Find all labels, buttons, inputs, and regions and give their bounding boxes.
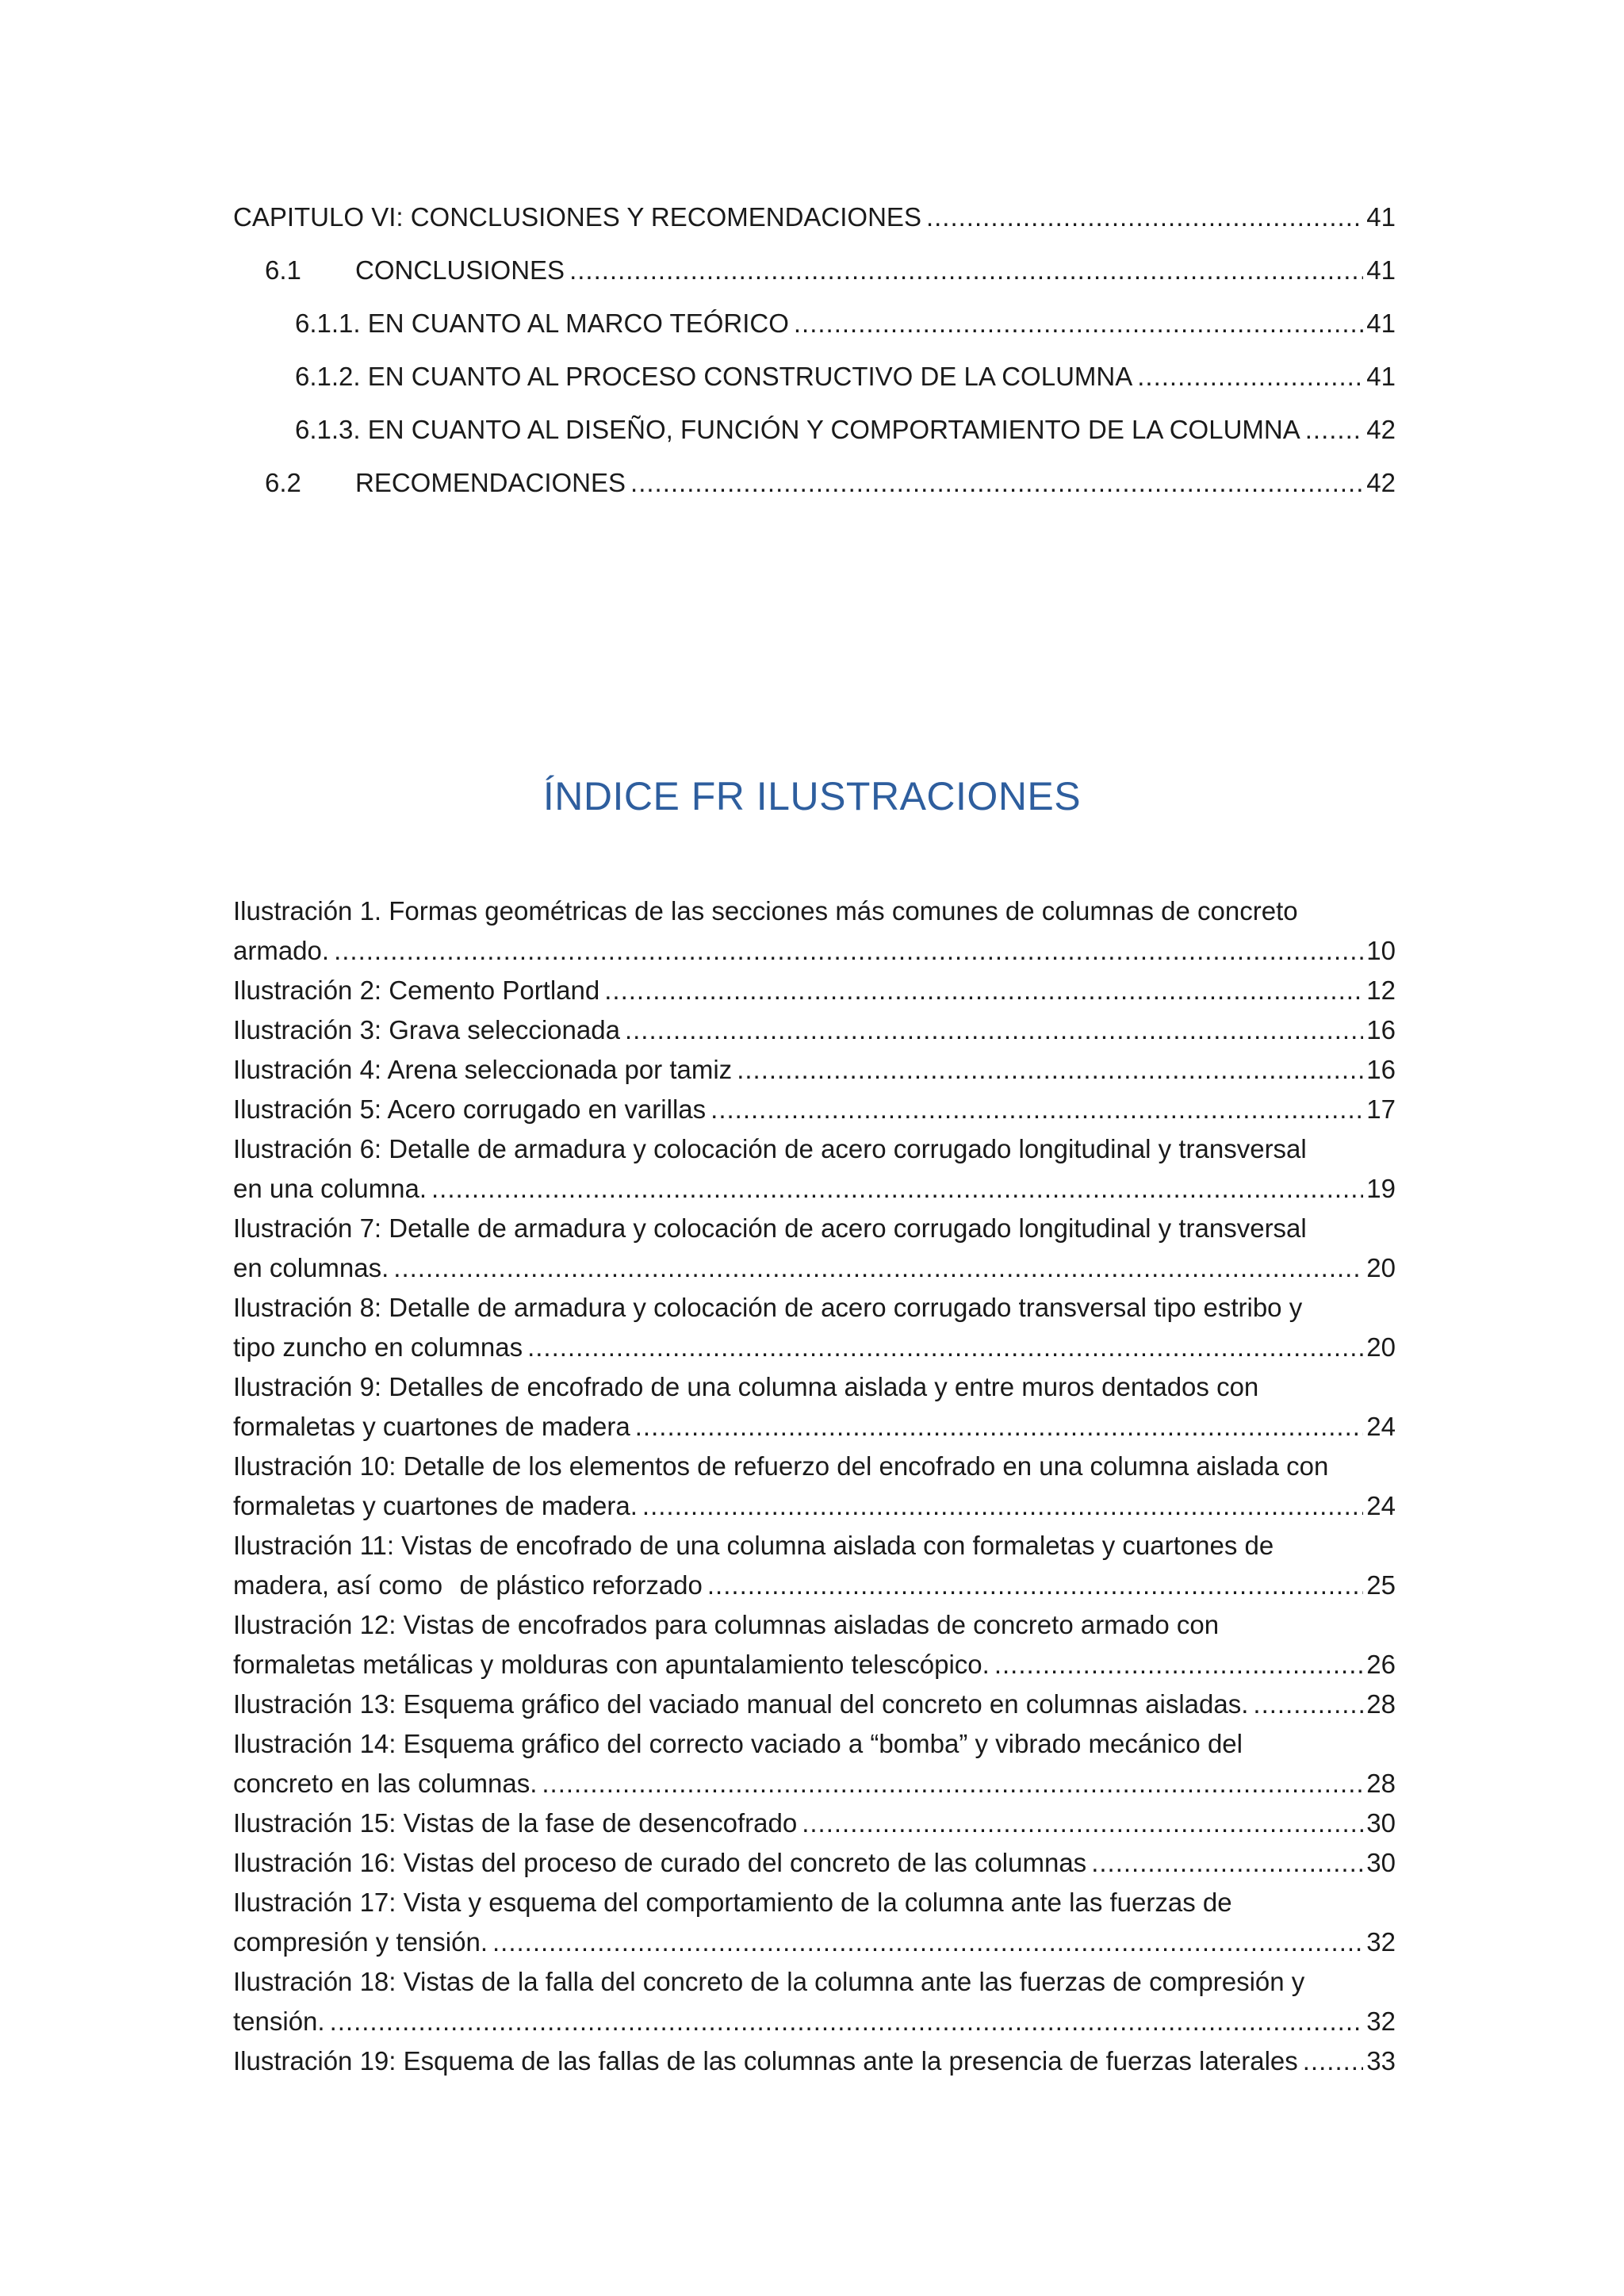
illustration-entry-page: 20: [1366, 1332, 1396, 1362]
illustration-entry-text: de plástico reforzado: [459, 1570, 703, 1600]
illustration-entry-page: 26: [1366, 1650, 1396, 1679]
illustration-entry-text: formaletas metálicas y molduras con apuntalamiento telescópico.: [233, 1650, 990, 1679]
illustration-entry-text: Ilustración 3: Grava seleccionada: [233, 1015, 620, 1045]
dot-leader: [802, 1803, 1363, 1843]
illustration-entry-text: Ilustración 6: Detalle de armadura y colocación de acero corrugado longitudinal y transversal: [233, 1134, 1307, 1163]
dot-leader: [542, 1764, 1363, 1803]
dot-leader: [1305, 403, 1364, 456]
dot-leader: [1253, 1685, 1363, 1724]
illustration-entry[interactable]: [233, 1843, 1396, 1883]
toc-entry-6-1-2[interactable]: [233, 350, 1396, 403]
illustration-entry-page: 33: [1366, 2046, 1396, 2076]
illustration-entry-line: [233, 1407, 1396, 1447]
illustration-entry[interactable]: [233, 1605, 1396, 1685]
illustration-entry-line: [233, 1328, 1396, 1367]
dot-leader: [737, 1050, 1363, 1090]
illustration-entry[interactable]: [233, 1209, 1396, 1288]
illustration-entry-page: 12: [1366, 976, 1396, 1005]
illustration-entry-text: armado.: [233, 936, 330, 965]
dot-leader: [431, 1169, 1363, 1209]
toc-entry-6-1[interactable]: [233, 243, 1396, 297]
illustration-entry-page: 32: [1366, 2007, 1396, 2036]
illustration-entry-text: Ilustración 1. Formas geométricas de las secciones más comunes de columnas de concreto: [233, 896, 1298, 926]
illustration-entry[interactable]: [233, 971, 1396, 1010]
toc-entry-page: 41: [1366, 202, 1396, 232]
table-of-contents: [233, 190, 1396, 509]
illustration-entry-page: 16: [1366, 1055, 1396, 1084]
illustration-entry-text: en una columna.: [233, 1174, 427, 1203]
illustration-entry[interactable]: [233, 891, 1396, 971]
dot-leader: [1137, 350, 1363, 403]
dot-leader: [1303, 2041, 1364, 2081]
illustration-entry-page: 24: [1366, 1412, 1396, 1441]
illustration-entry-line: [233, 1050, 1396, 1090]
illustration-entry-text: Ilustración 10: Detalle de los elementos de refuerzo del encofrado en una columna aislada con: [233, 1451, 1329, 1481]
illustration-entry-text: Ilustración 12: Vistas de encofrados para columnas aisladas de concreto armado con: [233, 1610, 1220, 1639]
illustration-entry-text: Ilustración 13: Esquema gráfico del vaciado manual del concreto en columnas aisladas.: [233, 1689, 1249, 1719]
illustration-entry[interactable]: [233, 1526, 1396, 1605]
toc-entry-page: 41: [1366, 362, 1396, 391]
dot-leader: [635, 1407, 1364, 1447]
illustration-entry-line: [233, 2041, 1396, 2081]
illustration-entry-text: Ilustración 18: Vistas de la falla del concreto de la columna ante las fuerzas de compresión y: [233, 1967, 1305, 1996]
illustration-entry[interactable]: [233, 1090, 1396, 1129]
toc-entry-6-1-1[interactable]: [233, 297, 1396, 350]
illustration-entry[interactable]: [233, 1685, 1396, 1724]
illustration-entry-page: 24: [1366, 1491, 1396, 1520]
illustration-entry-page: 16: [1366, 1015, 1396, 1045]
illustration-entry-text: Ilustración 9: Detalles de encofrado de una columna aislada y entre muros dentados con: [233, 1372, 1259, 1401]
toc-entry-text: 6.1.1. EN CUANTO AL MARCO TEÓRICO: [295, 309, 789, 338]
illustration-entry-page: 28: [1366, 1689, 1396, 1719]
illustration-entry-line: [233, 1090, 1396, 1129]
dot-leader: [569, 243, 1363, 297]
dot-leader: [794, 297, 1363, 350]
toc-entry-page: 42: [1366, 415, 1396, 444]
illustration-entry[interactable]: [233, 1288, 1396, 1367]
illustration-entry-line: [233, 931, 1396, 971]
illustrations-list: [233, 891, 1396, 2081]
dot-leader: [334, 931, 1363, 971]
toc-entry-chapter-6[interactable]: [233, 190, 1396, 243]
illustration-entry-line: [233, 1764, 1396, 1803]
illustration-entry[interactable]: [233, 1129, 1396, 1209]
toc-entry-text: RECOMENDACIONES: [355, 468, 626, 497]
toc-entry-text: CONCLUSIONES: [355, 255, 565, 285]
illustration-entry-text: Ilustración 19: Esquema de las fallas de las columnas ante la presencia de fuerzas laterales: [233, 2046, 1298, 2076]
dot-leader: [330, 2002, 1364, 2041]
illustration-entry[interactable]: [233, 1803, 1396, 1843]
illustration-entry-text: Ilustración 16: Vistas del proceso de curado del concreto de las columnas: [233, 1848, 1087, 1877]
illustration-entry[interactable]: [233, 1367, 1396, 1447]
illustration-entry-page: 25: [1366, 1570, 1396, 1600]
illustration-entry[interactable]: [233, 1447, 1396, 1526]
dot-leader: [994, 1645, 1363, 1685]
dot-leader: [926, 190, 1363, 243]
illustration-entry[interactable]: [233, 1883, 1396, 1962]
illustration-entry-text: madera, así como: [233, 1570, 443, 1600]
illustrations-index-heading: ÍNDICE FR ILUSTRACIONES: [542, 774, 1082, 818]
illustration-entry-page: 10: [1366, 936, 1396, 965]
illustration-entry[interactable]: [233, 1050, 1396, 1090]
illustration-entry-text: en columnas.: [233, 1253, 389, 1282]
dot-leader: [492, 1922, 1363, 1962]
illustration-entry-page: 19: [1366, 1174, 1396, 1203]
illustration-entry-page: 32: [1366, 1927, 1396, 1957]
toc-entry-page: 41: [1366, 309, 1396, 338]
illustration-entry-line: [233, 1685, 1396, 1724]
dot-leader: [707, 1566, 1363, 1605]
illustration-entry[interactable]: [233, 1962, 1396, 2041]
illustration-entry-line: [233, 1169, 1396, 1209]
illustration-entry-line: [233, 1248, 1396, 1288]
dot-leader: [393, 1248, 1363, 1288]
dot-leader: [527, 1328, 1363, 1367]
toc-entry-number: 6.2: [265, 468, 301, 497]
illustration-entry-text: Ilustración 17: Vista y esquema del comportamiento de la columna ante las fuerzas de: [233, 1888, 1232, 1917]
illustration-entry-line: [233, 1010, 1396, 1050]
toc-entry-text: 6.1.2. EN CUANTO AL PROCESO CONSTRUCTIVO DE LA COLUMNA: [295, 362, 1133, 391]
dot-leader: [630, 456, 1363, 509]
toc-entry-text: 6.1.3. EN CUANTO AL DISEÑO, FUNCIÓN Y COMPORTAMIENTO DE LA COLUMNA: [295, 415, 1300, 444]
illustration-entry[interactable]: [233, 1010, 1396, 1050]
illustration-entry-line: [233, 1922, 1396, 1962]
illustration-entry-text: Ilustración 15: Vistas de la fase de desencofrado: [233, 1808, 798, 1838]
illustration-entry-text: Ilustración 8: Detalle de armadura y colocación de acero corrugado transversal tipo estribo y: [233, 1293, 1303, 1322]
toc-entry-page: 42: [1366, 468, 1396, 497]
illustration-entry-text: tipo zuncho en columnas: [233, 1332, 523, 1362]
illustration-entry-text: Ilustración 4: Arena seleccionada por tamiz: [233, 1055, 733, 1084]
illustration-entry[interactable]: [233, 2041, 1396, 2081]
illustration-entry-text: tensión.: [233, 2007, 325, 2036]
illustration-entry-page: 28: [1366, 1769, 1396, 1798]
illustration-entry-text: Ilustración 14: Esquema gráfico del correcto vaciado a “bomba” y vibrado mecánico del: [233, 1729, 1243, 1758]
illustration-entry-page: 30: [1366, 1808, 1396, 1838]
illustration-entry-line: [233, 1843, 1396, 1883]
illustration-entry-text: formaletas y cuartones de madera: [233, 1412, 630, 1441]
illustration-entry-text: formaletas y cuartones de madera.: [233, 1491, 638, 1520]
illustration-entry-text: Ilustración 11: Vistas de encofrado de una columna aislada con formaletas y cuartones de: [233, 1531, 1274, 1560]
illustration-entry-text: Ilustración 7: Detalle de armadura y colocación de acero corrugado longitudinal y transversal: [233, 1213, 1307, 1243]
illustration-entry-text: Ilustración 2: Cemento Portland: [233, 976, 600, 1005]
toc-entry-number: 6.1: [265, 255, 301, 285]
illustration-entry-text: concreto en las columnas.: [233, 1769, 538, 1798]
illustration-entry-line: [233, 971, 1396, 1010]
dot-leader: [1091, 1843, 1363, 1883]
illustration-entry-line: [233, 1486, 1396, 1526]
illustration-entry-page: 30: [1366, 1848, 1396, 1877]
toc-entry-page: 41: [1366, 255, 1396, 285]
dot-leader: [642, 1486, 1363, 1526]
illustration-entry-line: [233, 1645, 1396, 1685]
illustration-entry-line: [233, 1803, 1396, 1843]
illustration-entry-text: compresión y tensión.: [233, 1927, 488, 1957]
illustration-entry-page: 20: [1366, 1253, 1396, 1282]
toc-entry-6-2[interactable]: [233, 456, 1396, 509]
dot-leader: [710, 1090, 1363, 1129]
dot-leader: [625, 1010, 1363, 1050]
illustration-entry-page: 17: [1366, 1094, 1396, 1124]
illustration-entry-line: [233, 2002, 1396, 2041]
illustration-entry[interactable]: [233, 1724, 1396, 1803]
toc-entry-6-1-3[interactable]: [233, 403, 1396, 456]
illustration-entry-line: [233, 1566, 1396, 1605]
illustration-entry-text: Ilustración 5: Acero corrugado en varillas: [233, 1094, 707, 1124]
toc-entry-text: CAPITULO VI: CONCLUSIONES Y RECOMENDACIONES: [233, 202, 921, 232]
dot-leader: [604, 971, 1363, 1010]
